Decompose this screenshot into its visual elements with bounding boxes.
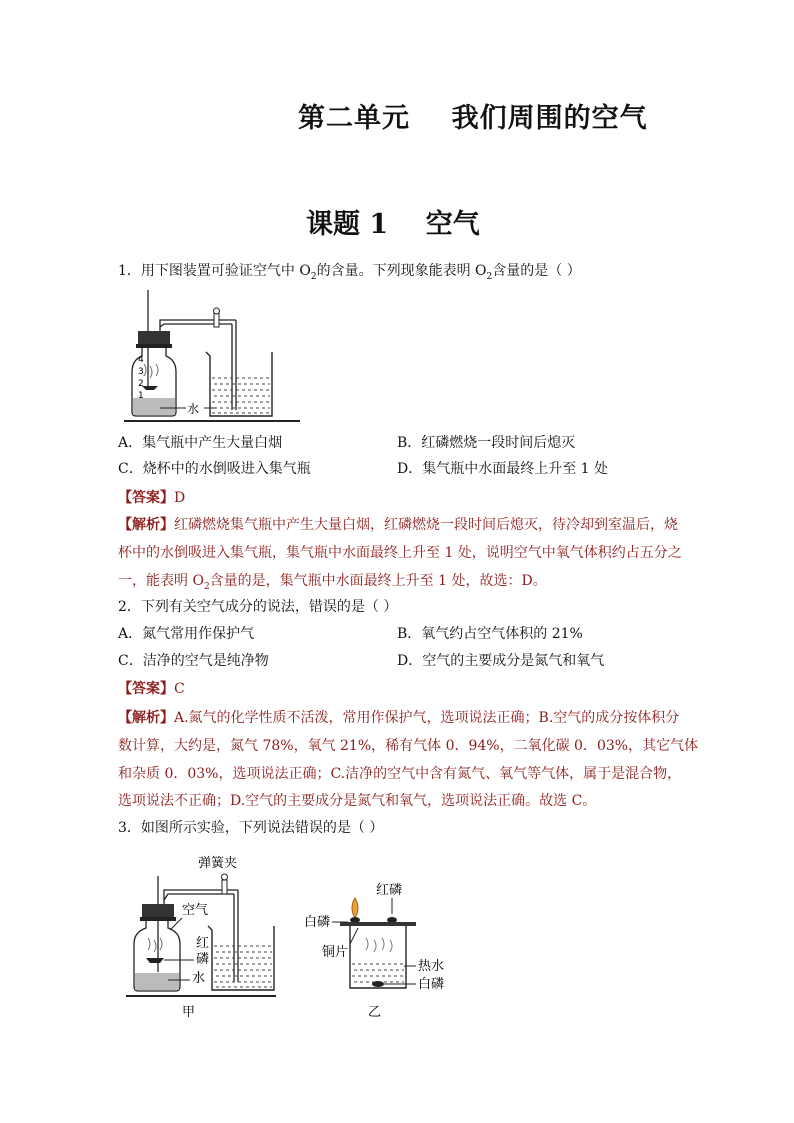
q3-red-p-label-1: 红	[196, 936, 210, 951]
lesson-title: 课题 1 空气	[306, 209, 480, 240]
q2-stem: 2．下列有关空气成分的说法，错误的是（ ）	[118, 599, 398, 615]
q3-figure-jia	[124, 850, 282, 1022]
q1-option-d: D．集气瓶中水面最终上升至 1 处	[397, 461, 609, 477]
unit-title: 第二单元 我们周围的空气	[298, 103, 648, 134]
q2-analysis-line-4: 选项说法不正确；D.空气的主要成分是氮气和氧气，选项说法正确。故选 C。	[118, 793, 597, 809]
q3-yi-white-p-bottom-label: 白磷	[418, 977, 445, 992]
q1-option-b: B．红磷燃烧一段时间后熄灭	[397, 435, 576, 451]
q3-spring-clip-label: 弹簧夹	[198, 856, 238, 871]
q1-answer: 【答案】D	[118, 490, 186, 506]
q3-yi-white-p-top-label: 白磷	[304, 915, 331, 930]
q1-water-label: 水	[187, 402, 200, 416]
q1-option-c: C．烧杯中的水倒吸进入集气瓶	[118, 461, 311, 477]
q1-scale-mark-2: 2	[138, 379, 144, 389]
q3-caption-yi: 乙	[368, 1005, 382, 1020]
q1-stem: 1．用下图装置可验证空气中 $O_2$的含量。下列现象能表明 $O_2$含量的是（ ）	[118, 263, 581, 282]
q2-option-d: D．空气的主要成分是氮气和氧气	[397, 653, 605, 669]
q3-air-label: 空气	[182, 903, 209, 918]
q2-option-a: A．氮气常用作保护气	[118, 626, 255, 642]
q1-apparatus-figure	[124, 286, 300, 422]
q1-option-a: A．集气瓶中产生大量白烟	[118, 435, 283, 451]
q3-water-label: 水	[192, 971, 206, 986]
q2-analysis-line-1: 【解析】A.氮气的化学性质不活泼，常用作保护气，选项说法正确；B.空气的成分按体积分	[118, 710, 680, 726]
q3-caption-jia: 甲	[182, 1005, 196, 1020]
q1-analysis-line-3: 一，能表明 $O_2$含量的是，集气瓶中水面最终上升至 1 处，故选：D。	[118, 573, 547, 592]
q1-scale-mark-1: 1	[138, 391, 144, 401]
q2-answer: 【答案】C	[118, 681, 185, 697]
q1-scale-mark-3: 3	[138, 367, 144, 377]
q3-red-p-label-2: 磷	[196, 952, 210, 967]
q2-analysis-line-3: 和杂质 0．03%，选项说法正确；C.洁净的空气中含有氮气、氧气等气体，属于是混合物，	[118, 766, 682, 782]
q1-analysis-line-2: 杯中的水倒吸进入集气瓶，集气瓶中水面最终上升至 1 处，说明空气中氧气体积约占五分之	[118, 545, 682, 561]
q1-analysis-line-1: 【解析】红磷燃烧集气瓶中产生大量白烟，红磷燃烧一段时间后熄灭，待冷却到室温后，烧	[118, 517, 678, 533]
q2-analysis-line-2: 数计算，大约是，氮气 78%，氧气 21%，稀有气体 0．94%，二氧化碳 0．03%，其它气体	[118, 738, 699, 754]
q3-yi-red-p-label: 红磷	[376, 883, 403, 898]
q3-hot-water-label: 热水	[418, 959, 445, 974]
q1-scale-mark-4: 4	[138, 355, 144, 365]
q3-figure-yi	[300, 880, 460, 1022]
q3-stem: 3．如图所示实验，下列说法错误的是（ ）	[118, 820, 384, 836]
q3-copper-label: 铜片	[322, 945, 349, 960]
q2-option-c: C．洁净的空气是纯净物	[118, 653, 269, 669]
q2-option-b: B．氧气约占空气体积的 21%	[397, 626, 583, 642]
